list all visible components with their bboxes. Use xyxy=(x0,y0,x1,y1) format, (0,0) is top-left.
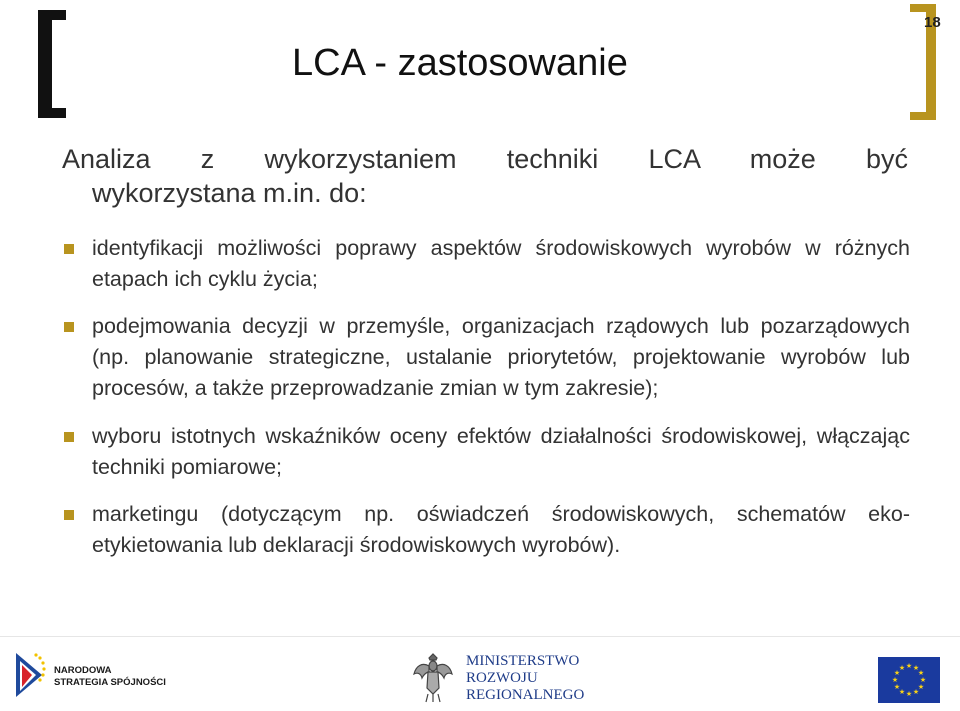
svg-text:★: ★ xyxy=(891,676,899,684)
intro-line-1: Analiza z wykorzystaniem techniki LCA może być xyxy=(62,144,908,174)
bullet-item xyxy=(60,311,910,404)
bullet-text: podejmowania decyzji w przemyśle, organizacjach rządowych lub pozarządowych (np. planowanie strategiczne, ustalanie priorytetów, projektowanie wyrobów lub procesów, a także przeprowadzanie zmian w tym zakresie); xyxy=(92,314,910,400)
bullet-item xyxy=(60,233,910,295)
left-bracket-decoration xyxy=(38,10,66,118)
bullet-text: identyfikacji możliwości poprawy aspektów środowiskowych wyrobów w różnych etapach ich cyklu życia; xyxy=(92,236,910,291)
bullet-text: wyboru istotnych wskaźników oceny efektów działalności środowiskowej, włączając techniki pomiarowe; xyxy=(92,424,910,479)
ministry-line-2: ROZWOJU xyxy=(466,670,538,686)
slide-title: LCA - zastosowanie xyxy=(292,42,628,84)
ministry-line-3: REGIONALNEGO xyxy=(466,687,585,703)
svg-text:★: ★ xyxy=(905,662,913,670)
bullet-item xyxy=(60,499,910,561)
ns-line-2: STRATEGIA SPÓJNOŚCI xyxy=(54,677,166,688)
square-bullet-icon xyxy=(64,510,74,520)
svg-text:★: ★ xyxy=(898,688,906,696)
svg-text:★: ★ xyxy=(905,690,913,698)
ministry-line-1: MINISTERSTWO xyxy=(466,653,580,669)
cohesion-strategy-label xyxy=(54,665,166,689)
cohesion-strategy-logo-icon xyxy=(12,647,48,701)
bullet-text: marketingu (dotyczącym np. oświadczeń środowiskowych, schematów eko-etykietowania lub deklaracji środowiskowych wyrobów). xyxy=(92,502,910,557)
svg-text:★: ★ xyxy=(917,683,925,691)
svg-text:★: ★ xyxy=(912,688,920,696)
svg-text:★: ★ xyxy=(917,669,925,677)
footer-separator xyxy=(0,636,960,637)
bullet-item xyxy=(60,421,910,483)
polish-eagle-emblem-icon xyxy=(412,652,454,704)
svg-text:★: ★ xyxy=(898,664,906,672)
bullet-list xyxy=(60,233,910,561)
ministry-label xyxy=(466,653,584,704)
eu-flag-icon xyxy=(878,657,940,703)
square-bullet-icon xyxy=(64,244,74,254)
square-bullet-icon xyxy=(64,322,74,332)
svg-text:★: ★ xyxy=(912,664,920,672)
svg-text:★: ★ xyxy=(893,683,901,691)
svg-text:★: ★ xyxy=(919,676,927,684)
square-bullet-icon xyxy=(64,432,74,442)
page-number: 18 xyxy=(924,14,941,31)
intro-line-2: wykorzystana m.in. do: xyxy=(92,178,367,208)
svg-text:★: ★ xyxy=(893,669,901,677)
ns-line-1: NARODOWA xyxy=(54,665,112,676)
